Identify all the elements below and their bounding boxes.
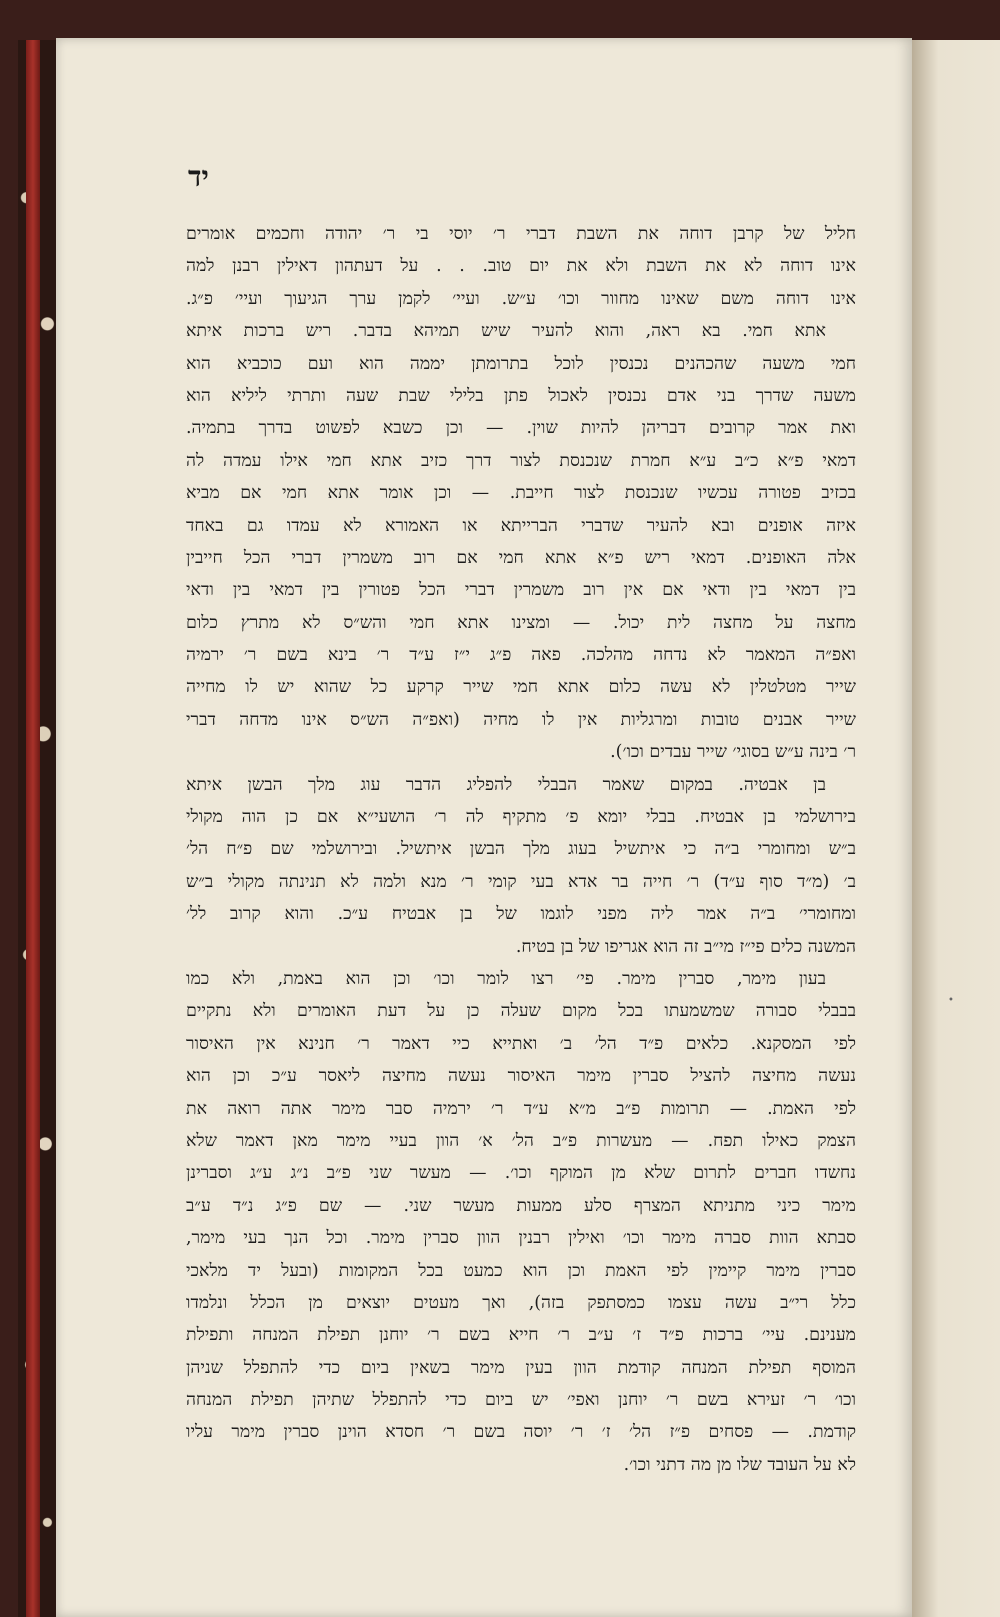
margin-mark: •: [948, 995, 954, 1006]
text-line: סבתא הוות סברה מימר וכו׳ ואילין רבנין הוון סברין מימר. וכל הנך בעי מימר,: [186, 1228, 856, 1249]
text-line: המשנה כלים פי״ז מי״ב זה הוא אגריפו של בן בטיח.: [515, 936, 856, 957]
text-line: בכזיב פטורה עכשיו שנכנסת לצור חייבת. — וכן אומר אתא חמי אם מביא: [186, 483, 856, 504]
text-line: בעון מימר, סברין מימר. פי׳ רצו לומר וכו׳ וכן הוא באמת, ולא כמו: [186, 968, 826, 989]
text-line: אתא חמי. בא ראה, והוא להעיר שיש תמיהא בדבר. ריש ברכות איתא: [186, 321, 826, 342]
text-line: אלה האופנים. דמאי ריש פ״א אתא חמי אם רוב משמרין דברי הכל חייבין: [186, 547, 856, 568]
text-line: ואפ״ה המאמר לא נדחה מהלכה. פאה פ״ג י״ז ע״ד ר׳ בינא בשם ר׳ ירמיה: [186, 645, 856, 666]
text-line: אינו דוחה לא את השבת ולא את יום טוב. . . על דעתהון דאילין רבנן למה: [186, 256, 856, 277]
facing-page-edge: [912, 40, 1000, 1617]
text-line: שייר מטלטלין לא עשה כלום אתא חמי שייר קרקע כל שהוא יש לו מחייה: [186, 677, 856, 698]
text-line: ואת אמר קרובים דבריהן להיות שוין. — וכן כשבא לפשוט בדרך בתמיה.: [186, 418, 856, 439]
text-line: בין דמאי בין ודאי אם אין רוב משמרין דברי הכל פטורין בין דמאי בין ודאי: [186, 580, 856, 601]
text-line: ומחומרי׳ ב״ה אמר ליה מפני לוגמו של בן אבטיח ע״כ. והוא קרוב לל׳: [186, 904, 856, 925]
text-line: בן אבטיה. במקום שאמר הבבלי להפליג הדבר עוג מלך הבשן איתא: [186, 774, 826, 795]
text-line: מימר כיני מתניתא המצרף סלע ממעות מעשר שני. — שם פ״ג נ״ד ע״ב: [186, 1195, 856, 1216]
text-line: הצמק כאילו תפח. — מעשרות פ״ב הל׳ א׳ הוון בעיי מימר מאן דאמר שלא: [186, 1130, 856, 1151]
text-line: ב׳ (מ״ד סוף ע״ד) ר׳ חייה בר אדא בעי קומי ר׳ מנא ולמה לא תנינתה מקולי ב״ש: [186, 871, 856, 892]
text-line: נחשדו חברים לתרום שלא מן המוקף וכו׳. — מעשר שני פ״ב נ״ג ע״ג וסברינן: [186, 1163, 856, 1184]
text-line: נעשה מחיצה להציל סברין מימר האיסור נעשה מחיצה ליאסר ע״כ וכן הוא: [186, 1066, 856, 1087]
text-line: כלל רי״ב עשה עצמו כמסתפק בזה), ואך מעטים יוצאים מן הכלל ונלמדו: [186, 1292, 856, 1313]
page-number: יד: [188, 160, 209, 193]
text-line: מענינם. עיי׳ ברכות פ״ד ז׳ ע״ב ר׳ חייא בשם ר׳ יוחנן תפילת המנחה ותפילת: [186, 1325, 856, 1346]
text-line: בבבלי סבורה שמשמעתו בכל מקום שעלה כן על דעת האומרים ולא נתקיים: [186, 1001, 856, 1022]
page-body-text: [186, 218, 856, 1481]
text-line: ר׳ בינה ע״ש בסוגי׳ שייר עבדים וכו׳).: [610, 742, 856, 763]
text-line: המוסף תפילת המנחה קודמת הוון בעין מימר בשאין ביום כדי להתפלל שניהן: [186, 1357, 856, 1378]
text-line: ב״ש ומחומרי ב״ה כי איתשיל בעוג מלך הבשן איתשיל. ובירושלמי שם פ״ח הל׳: [186, 839, 856, 860]
text-line: לפי המסקנא. כלאים פ״ד הל׳ ב׳ ואתייא כיי דאמר ר׳ חנינא אין האיסור: [186, 1033, 856, 1054]
text-line: אינו דוחה משם שאינו מחוור וכו׳ ע״ש. ועיי׳ לקמן ערך הגיעוך ועיי׳ פ״ג.: [186, 288, 856, 309]
text-line: משעה שדרך בני אדם נכנסין לאכול פתן בלילי שבת שעה ותרתי ליליא הוא: [186, 385, 856, 406]
text-line: חמי משעה שהכהנים נכנסין לוכל בתרומתן יממה הוא ועם כוכביא הוא: [186, 353, 856, 374]
text-line: דמאי פ״א כ״ב ע״א חמרת שנכנסת לצור דרך כזיב אתא חמי אילו עמדה לה: [186, 450, 856, 471]
text-line: שייר אבנים טובות ומרגליות אין לו מחיה (ואפ״ה הש״ס אינו מדחה דברי: [186, 709, 856, 730]
text-line: סברין מימר קיימין לפי האמת וכן הוא כמעט בכל המקומות (ובעל יד מלאכי: [186, 1260, 856, 1281]
text-line: לא על העובד שלו מן מה דתני וכו׳.: [623, 1454, 856, 1475]
text-line: וכו׳ ר׳ זעירא בשם ר׳ יוחנן ואפי׳ יש ביום כדי להתפלל שתיהן תפילת המנחה: [186, 1390, 856, 1411]
text-line: מחצה על מחצה לית יכול. — ומצינו אתא חמי והש״ס לא מתרץ כלום: [186, 612, 856, 633]
text-line: איזה אופנים ובא להעיר שדברי הברייתא או האמורא לא עמדו גם באחד: [186, 515, 856, 536]
text-line: קודמת. — פסחים פ״ז הל׳ ז׳ ר׳ יוסה בשם ר׳ חסדא הוינן סברין מימר עליו: [186, 1422, 856, 1443]
text-line: לפי האמת. — תרומות פ״ב מ״א ע״ד ר׳ ירמיה סבר מימר אתה רואה את: [186, 1098, 856, 1119]
text-line: חליל של קרבן דוחה את השבת דברי ר׳ יוסי בי ר׳ יהודה וחכמים אומרים: [186, 224, 856, 244]
book-cover-edge: [26, 40, 40, 1617]
text-line: בירושלמי בן אבטיח. בבלי יומא פ׳ מתקיף לה ר׳ הושעי״א אם כן הוה מקולי: [186, 807, 856, 828]
